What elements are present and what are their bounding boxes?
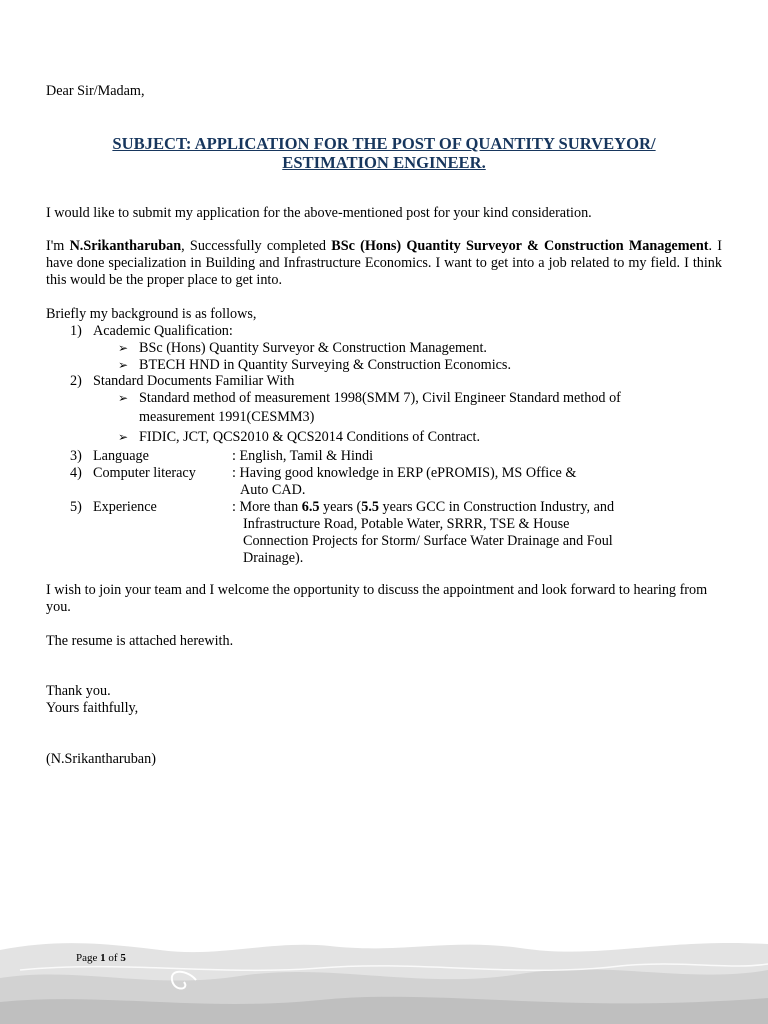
bullet-text-continued: measurement 1991(CESMM3) bbox=[139, 409, 315, 425]
text-run: : More than bbox=[232, 499, 302, 515]
text-run: of bbox=[105, 952, 121, 964]
list-label: Computer literacy bbox=[93, 465, 196, 481]
bullet-text: BTECH HND in Quantity Surveying & Construction Economics. bbox=[139, 357, 511, 373]
subject-heading bbox=[46, 134, 722, 172]
page-number bbox=[76, 950, 126, 967]
subject-line-1: SUBJECT: APPLICATION FOR THE POST OF QUANTITY SURVEYOR/ bbox=[112, 134, 656, 153]
qualification-paragraph bbox=[46, 238, 722, 289]
list-label: Language bbox=[93, 448, 149, 464]
bullet-text: Standard method of measurement 1998(SMM 7), Civil Engineer Standard method of bbox=[139, 390, 621, 406]
current-page: 1 bbox=[100, 952, 106, 964]
list-value: : Having good knowledge in ERP (ePROMIS), MS Office & bbox=[232, 465, 577, 481]
list-label: Academic Qualification: bbox=[93, 323, 233, 339]
applicant-name: N.Srikantharuban bbox=[69, 238, 182, 254]
list-number: 3) bbox=[70, 448, 82, 464]
list-label: Experience bbox=[93, 499, 157, 515]
list-value: : English, Tamil & Hindi bbox=[232, 448, 374, 464]
subject-line-2: ESTIMATION ENGINEER. bbox=[282, 153, 486, 172]
list-number: 5) bbox=[70, 499, 82, 515]
signature-name: (N.Srikantharuban) bbox=[46, 751, 156, 767]
text-run: years ( bbox=[319, 499, 362, 515]
yours-faithfully: Yours faithfully, bbox=[46, 700, 139, 716]
footer-wave-decoration bbox=[0, 930, 768, 1024]
resume-note: The resume is attached herewith. bbox=[46, 633, 234, 649]
bullet-text: FIDIC, JCT, QCS2010 & QCS2014 Conditions of Contract. bbox=[139, 429, 481, 445]
list-label: Standard Documents Familiar With bbox=[93, 373, 295, 389]
text-run: Page bbox=[76, 952, 101, 964]
arrow-bullet-icon: ➢ bbox=[118, 358, 129, 372]
degree-name: BSc (Hons) Quantity Surveyor & Construction Management bbox=[331, 238, 709, 254]
intro-paragraph: I would like to submit my application for the above-mentioned post for your kind consideration. bbox=[46, 205, 592, 221]
text-run: , Successfully completed bbox=[181, 238, 332, 254]
list-value bbox=[232, 499, 614, 516]
text-run: years GCC in Construction Industry, and bbox=[378, 499, 615, 515]
arrow-bullet-icon: ➢ bbox=[118, 391, 129, 405]
background-intro: Briefly my background is as follows, bbox=[46, 306, 257, 322]
arrow-bullet-icon: ➢ bbox=[118, 430, 129, 444]
list-value-continued: Connection Projects for Storm/ Surface Water Drainage and Foul bbox=[243, 533, 613, 549]
list-number: 2) bbox=[70, 373, 82, 389]
closing-paragraph: I wish to join your team and I welcome the opportunity to discuss the appointment and look forward to hearing from you. bbox=[46, 582, 708, 615]
gcc-years: 5.5 bbox=[361, 499, 379, 515]
list-number: 1) bbox=[70, 323, 82, 339]
list-value-continued: Drainage). bbox=[243, 550, 304, 566]
text-run: I'm bbox=[46, 238, 70, 254]
arrow-bullet-icon: ➢ bbox=[118, 341, 129, 355]
list-number: 4) bbox=[70, 465, 82, 481]
experience-years: 6.5 bbox=[301, 499, 320, 515]
salutation: Dear Sir/Madam, bbox=[46, 83, 145, 99]
text-run: . I have done specialization in Building and Infrastructure Economics. I want to get into a job related to my field. I think this would be the proper place to get into. bbox=[46, 238, 722, 288]
list-value-continued: Infrastructure Road, Potable Water, SRRR, TSE & House bbox=[243, 516, 570, 532]
total-pages: 5 bbox=[120, 952, 126, 964]
bullet-text: BSc (Hons) Quantity Surveyor & Construction Management. bbox=[139, 340, 487, 356]
list-value-continued: Auto CAD. bbox=[240, 482, 306, 498]
thanks-line: Thank you. bbox=[46, 683, 111, 699]
